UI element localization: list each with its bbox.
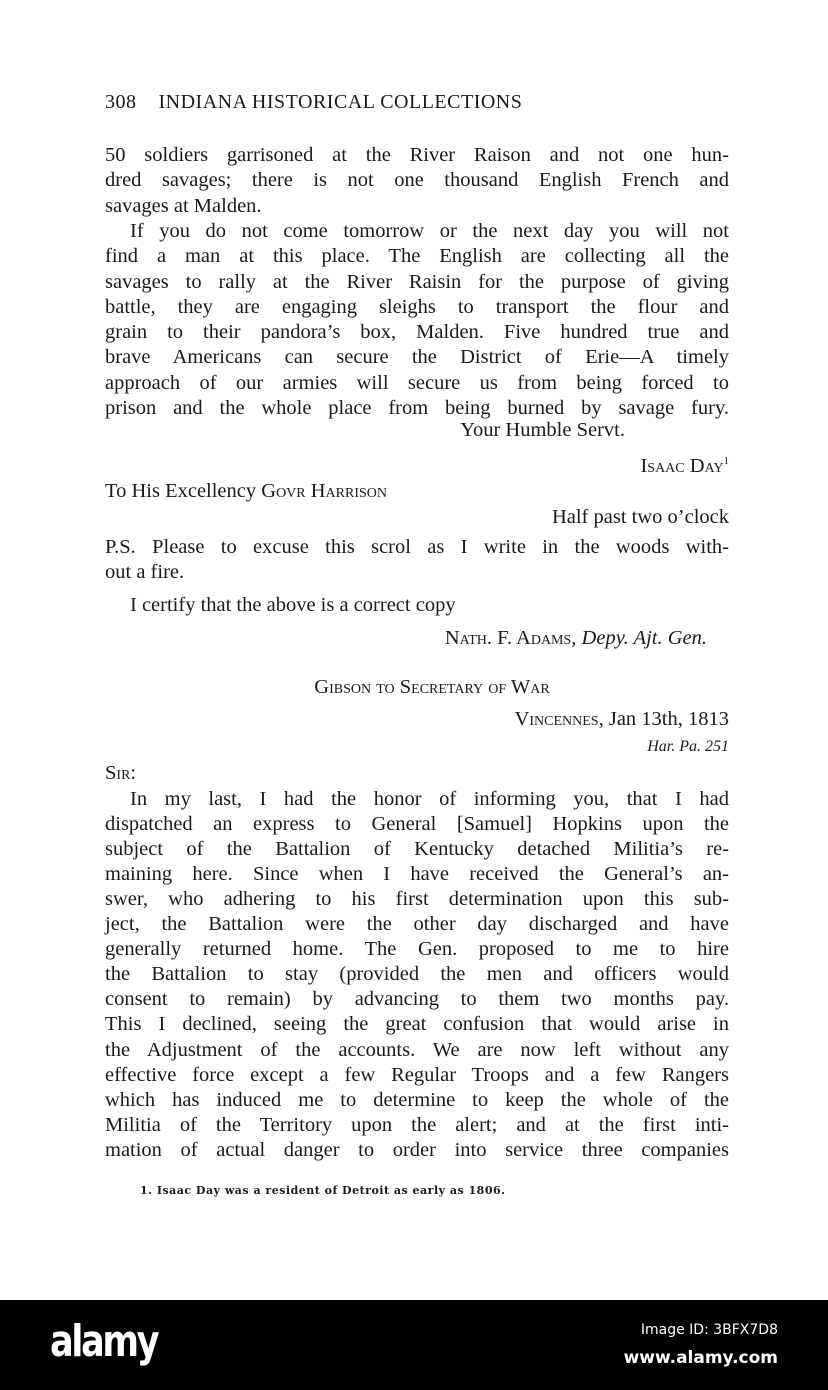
text-line: ject, the Battalion were the other day discharged and have — [105, 913, 729, 936]
page-number: 308 — [105, 91, 137, 113]
salutation: Sir: — [105, 762, 137, 784]
signature: Isaac Day$^1$ — [640, 454, 729, 477]
letter-title: Gibson to Secretary of War — [314, 676, 550, 698]
text-line: subject of the Battalion of Kentucky detached Militia’s re- — [105, 838, 729, 861]
text-line: savages to rally at the River Raisin for the purpose of giving — [105, 270, 729, 293]
text-line: effective force except a few Regular Troops and a few Rangers — [105, 1063, 729, 1086]
text-line: If you do not come tomorrow or the next day you will not — [130, 219, 729, 242]
certify-line: I certify that the above is a correct copy — [130, 594, 456, 616]
image-id: Image ID: 3BFX7D8 — [640, 1322, 778, 1338]
text-line: In my last, I had the honor of informing you, that I had — [130, 788, 729, 810]
text-line: consent to remain) by advancing to them two months pay. — [105, 988, 729, 1011]
watermark-url: www.alamy.com — [623, 1348, 778, 1368]
footnote: 1. Isaac Day was a resident of Detroit as early as 1806. — [140, 1184, 506, 1197]
watermark-bar — [0, 1300, 828, 1390]
alamy-logo: alamy — [50, 1316, 158, 1367]
text-line: This I declined, seeing the great confusion that would arise in — [105, 1013, 729, 1036]
text-line: generally returned home. The Gen. proposed to me to hire — [105, 938, 729, 961]
address: To His Excellency Govr Harrison — [105, 480, 388, 502]
closing: Your Humble Servt. — [460, 419, 625, 441]
text-line: grain to their pandora’s box, Malden. Five hundred true and — [105, 321, 729, 344]
text-line: 50 soldiers garrisoned at the River Raison and not one hun- — [105, 144, 729, 166]
text-line: which has induced me to determine to keep the whole of the — [105, 1088, 729, 1111]
running-title: INDIANA HISTORICAL COLLECTIONS — [158, 91, 523, 113]
text-line: the Adjustment of the accounts. We are now left without any — [105, 1038, 729, 1061]
text-line: savages at Malden. — [105, 194, 262, 217]
footnote-mark: 1 — [723, 455, 729, 467]
text-line: the Battalion to stay (provided the men and officers would — [105, 963, 729, 986]
running-header — [105, 90, 729, 114]
text-line: approach of our armies will secure us from being forced to — [105, 371, 729, 394]
text-line: find a man at this place. The English are collecting all the — [105, 245, 729, 268]
text-line: maining here. Since when I have received the General’s an- — [105, 863, 729, 886]
text-line: mation of actual danger to order into service three companies — [105, 1138, 729, 1161]
text-line: dred savages; there is not one thousand English French and — [105, 169, 729, 192]
text-line: prison and the whole place from being burned by savage fury. — [105, 397, 729, 419]
ps-line: P.S. Please to excuse this scrol as I write in the woods with- — [105, 536, 729, 558]
source-reference: Har. Pa. 251 — [647, 738, 729, 755]
text-line: swer, who adhering to his first determination upon this sub- — [105, 888, 729, 911]
certifier: Nath. F. Adams, Depy. Ajt. Gen. — [444, 627, 707, 649]
text-line: Militia of the Territory upon the alert; and at the first inti- — [105, 1113, 729, 1136]
ps-line: out a fire. — [105, 561, 185, 583]
text-line: dispatched an express to General [Samuel] Hopkins upon the — [105, 813, 729, 836]
text-line: brave Americans can secure the District of Erie—A timely — [105, 346, 729, 369]
text-line: battle, they are engaging sleighs to transport the flour and — [105, 295, 729, 318]
dateline: Vincennes, Jan 13th, 1813 — [514, 708, 729, 730]
time-note: Half past two o’clock — [551, 506, 729, 528]
